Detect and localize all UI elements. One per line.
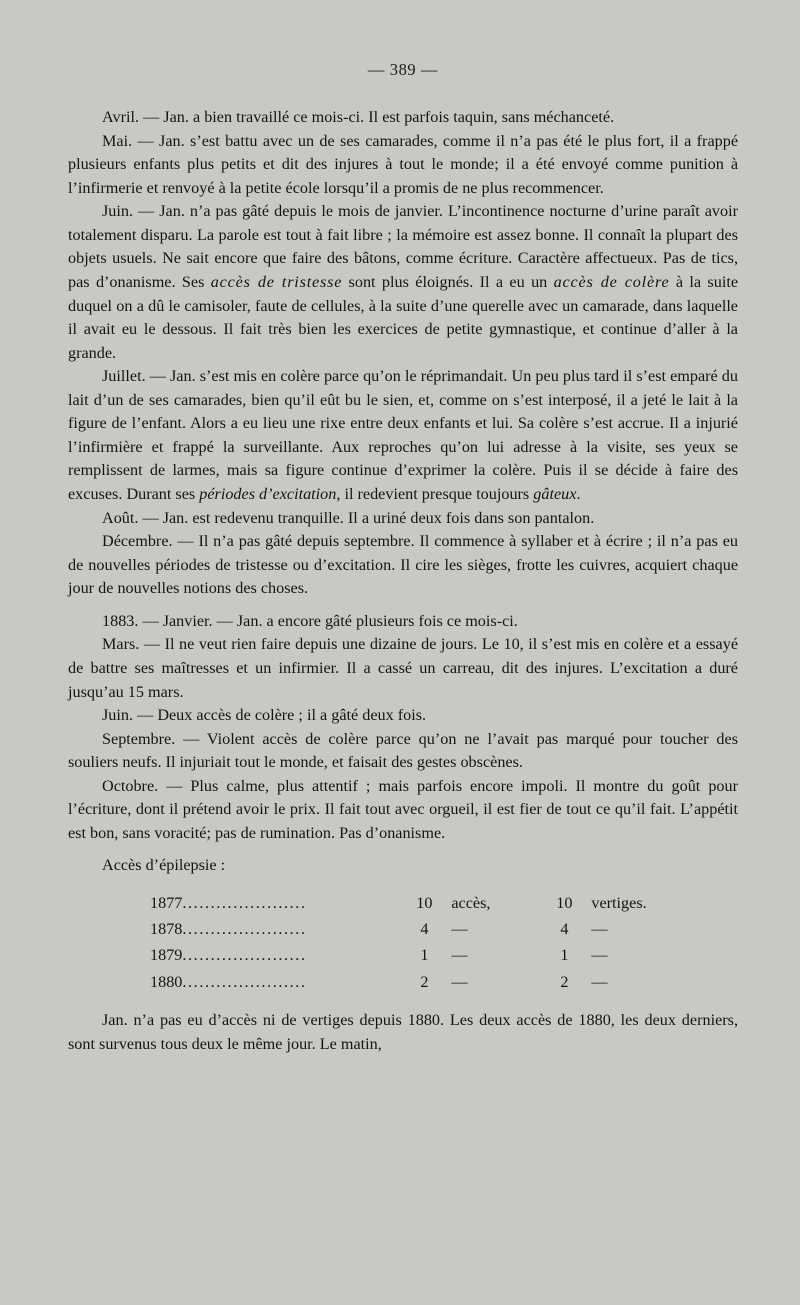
durant-italic-periodes: périodes d’excitation [199,485,337,503]
row-count-2: 2 [560,972,569,991]
juillet-text: Juillet. — Jan. s’est mis en colère parce qu’on le réprimandait. Un peu plus tard il s’est emparé du lait d’un de ses camarades, bien qu’il eût bu le sien, et, comme on s’est interposé, il a jeté le lait à la figure de l’enfant. Alors a eu lieu une rixe entre deux enfants et lui. Sa colère s’est accrue. Il a injurié l’infirmière et frappé la surveillante. Aux reproches qu’on lui adresse à la visite, ses yeux se remplissent de larmes, mais sa figure continue d’exprimer la colère. Puis il se décide à faire des excuses. [68,367,738,503]
row-count-1: 2 [420,972,429,991]
row-unit-1: — [451,920,468,939]
durant-part2: , il redevient presque toujours [336,485,534,503]
paragraph-septembre: Septembre. — Violent accès de colère parce qu’on ne l’avait pas marqué pour toucher des souliers neufs. Il injuriait tout le monde, et faisait des gestes obscènes. [68,729,738,772]
table-row [150,890,651,916]
paragraph-1883-janvier: 1883. — Janvier. — Jan. a encore gâté plusieurs fois ce mois-ci. [102,611,518,630]
juin-text-part3: à la suite duquel on a dû le camisoler, faute de cellules, à la suite d’une querelle avec un camarade, dans laquelle il avait eu le dessous. Il fait très bien les exercices de petite gymnastique, et continue d’aller à la grande. [68,272,738,362]
row-year: 1878 [150,920,183,939]
table-row [150,969,651,995]
row-count-2: 10 [556,894,573,912]
juin-italic-acces-colere: accès de colère [553,272,670,291]
paragraph-aout: Août. — Jan. est redevenu tranquille. Il a uriné deux fois dans son pantalon. [102,508,595,527]
paragraph-decembre: Décembre. — Il n’a pas gâté depuis septembre. Il commence à syllaber et à écrire ; il n’a pas eu de nouvelles périodes de tristesse ou d’excitation. Il cire les sièges, frotte les cuivres, acquiert chaque jour de nouvelles notions des choses. [68,532,738,598]
row-year: 1877 [150,894,183,912]
row-unit-1: — [451,946,468,965]
epilepsy-heading: Accès d’épilepsie : [102,856,226,875]
page-number: — 389 — [367,60,439,79]
row-unit-1: — [451,972,468,991]
row-dots: ...................... [182,894,307,912]
section-spacer [68,601,738,610]
row-unit-2: vertiges. [591,894,647,912]
row-unit-2: — [591,946,608,965]
page-body [68,106,738,1056]
row-count-2: 4 [560,920,569,939]
row-count-1: 1 [420,946,429,965]
paragraph-avril: Avril. — Jan. a bien travaillé ce mois-ci. Il est parfois taquin, sans méchanceté. [102,108,615,126]
durant-part3: . [576,485,581,503]
row-count-1: 10 [416,894,433,912]
row-year: 1880 [150,972,183,991]
row-unit-2: — [591,920,608,939]
paragraph-juin-1882 [68,200,738,365]
paragraph-octobre: Octobre. — Plus calme, plus attentif ; mais parfois encore impoli. Il montre du goût pour l’écriture, dont il prétend avoir le prix. Il fait tout avec orgueil, il est fier de tout ce qu’il fait. L’appétit est bon, sans voracité; pas de rumination. Pas d’onanisme. [68,776,738,842]
row-unit-1: accès, [451,894,491,912]
durant-part1: Durant ses [126,485,200,503]
row-dots: ...................... [182,972,307,991]
paragraph-mars: Mars. — Il ne veut rien faire depuis une dizaine de jours. Le 10, il s’est mis en colère et a essayé de battre ses maîtresses et un infirmier. Il a cassé un carreau, dit des injures. L’excitation a duré jusqu’au 15 mars. [68,635,738,701]
row-year: 1879 [150,946,183,965]
row-dots: ...................... [182,946,307,965]
paragraph-mai: Mai. — Jan. s’est battu avec un de ses camarades, comme il n’a pas été le plus fort, il a frappé plusieurs enfants plus petits et dit des injures à tout le monde; il a été envoyé comme punition à l’infirmerie et renvoyé à la petite école lorsqu’il a promis de ne plus recommencer. [68,131,738,197]
paragraph-juillet [68,365,738,506]
row-unit-2: — [591,972,608,991]
juin-italic-acces-tristesse: accès de tristesse [210,272,343,291]
table-row [150,916,651,942]
epilepsy-table [150,890,651,995]
row-count-2: 1 [560,946,569,965]
table-row [150,942,651,968]
row-count-1: 4 [420,920,429,939]
section-spacer-2 [68,845,738,854]
paragraph-footer: Jan. n’a pas eu d’accès ni de vertiges depuis 1880. Les deux accès de 1880, les deux derniers, sont survenus tous deux le même jour. Le matin, [68,1010,738,1053]
juin-text-part1: Juin. — Jan. n’a pas gâté depuis le mois de janvier. L’incontinence nocturne d’urine paraît avoir totalement disparu. La parole est tout à fait libre ; la mémoire est assez bonne. Il connaît la plupart des objets usuels. Ne sait encore que faire des bâtons, comme écriture. Caractère affectueux. Pas de tics, pas d’onanisme. Ses [68,202,738,291]
row-dots: ...................... [182,920,307,939]
epilepsy-table-wrapper [68,890,738,995]
paragraph-juin-1883: Juin. — Deux accès de colère ; il a gâté deux fois. [102,706,427,725]
juin-text-part2: sont plus éloignés. Il a eu un [342,272,554,291]
durant-italic-gateux: gâteux [533,485,577,503]
